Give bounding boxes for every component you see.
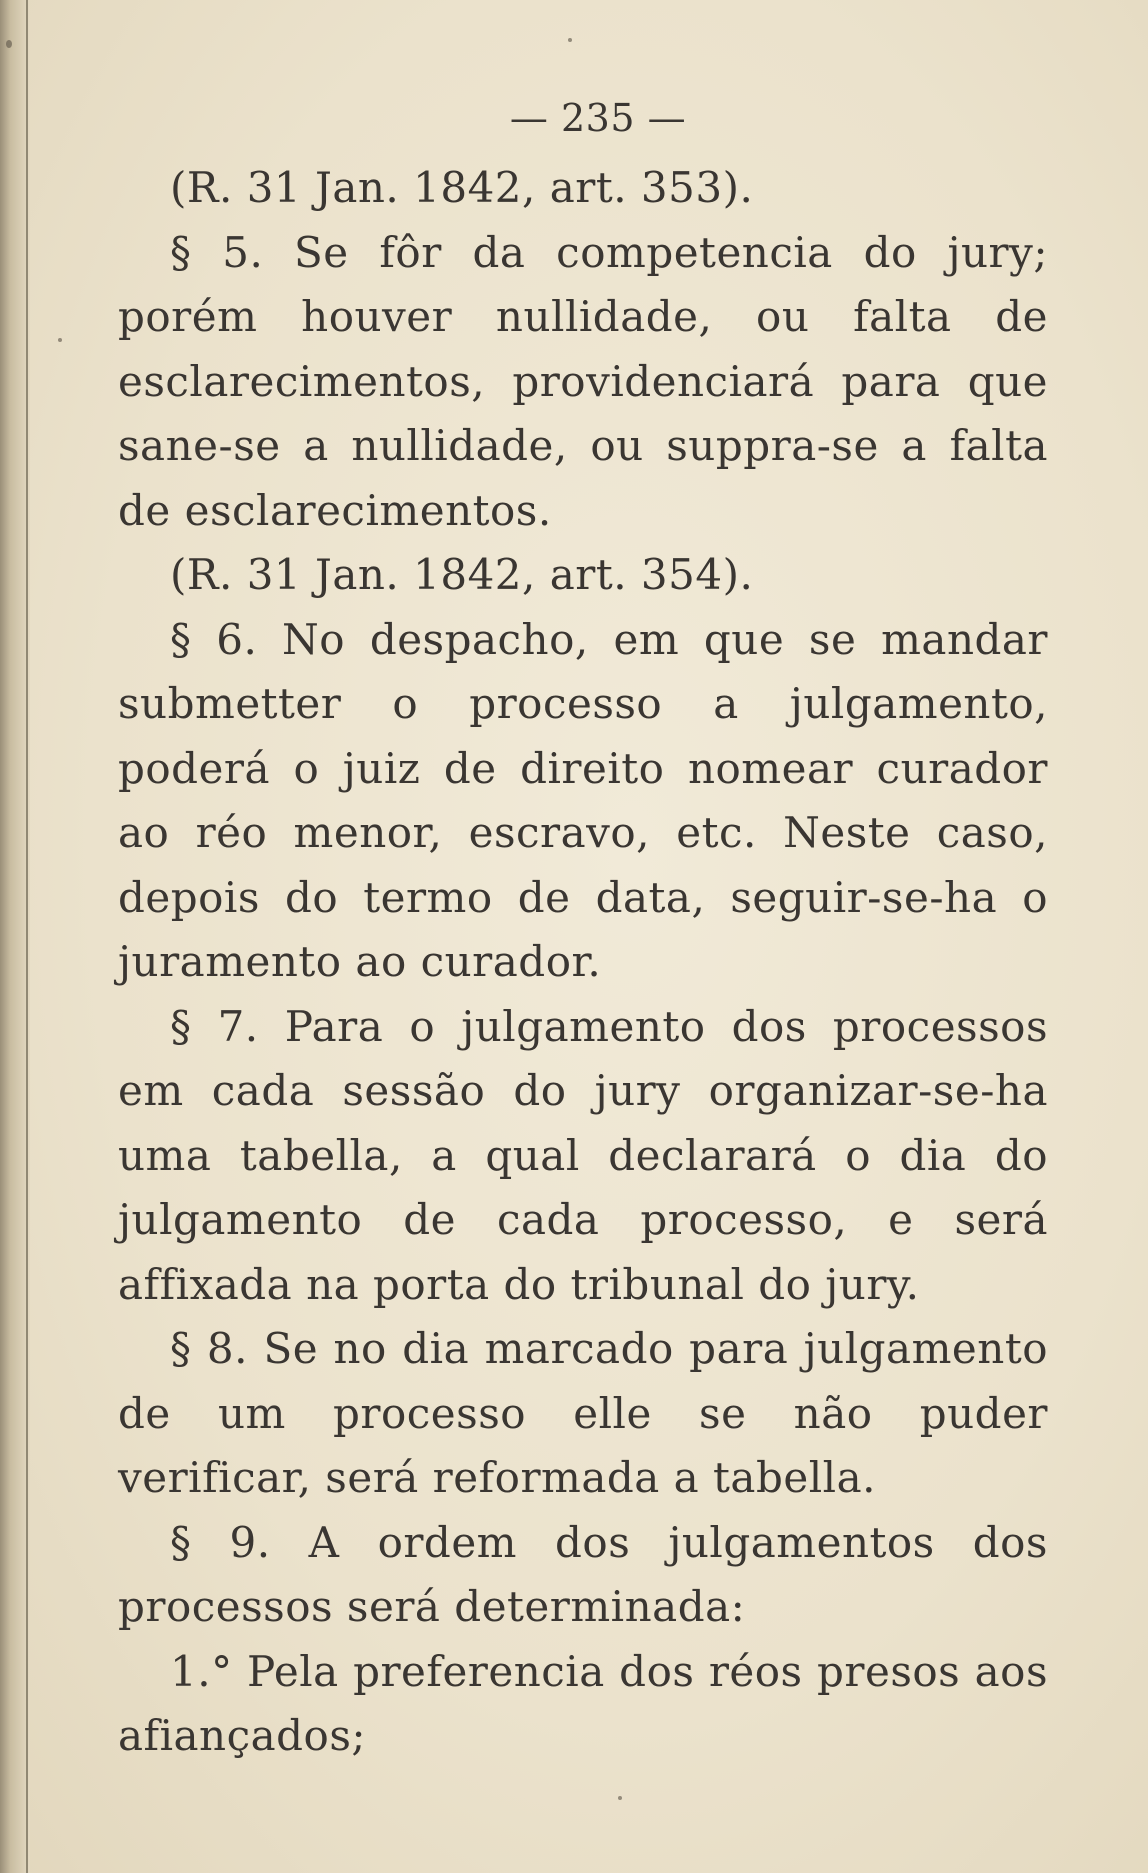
paragraph-5: § 5. Se fôr da competencia do jury; porém houver nullidade, ou falta de esclarecimentos, providenciará para que sane-se a nullidade, ou suppra-se a falta de esclarecimentos. (118, 227, 1048, 535)
paragraph-6: § 6. No despacho, em que se mandar submetter o processo a julgamento, poderá o juiz de direito nomear curador ao réo menor, escravo, etc. Neste caso, depois do termo de data, seguir-se-ha o juramento ao curador. (118, 614, 1048, 986)
paper-speck (58, 338, 62, 342)
legal-reference: (R. 31 Jan. 1842, art. 353). (170, 163, 754, 212)
legal-reference: (R. 31 Jan. 1842, art. 354). (170, 550, 754, 599)
paper-speck (618, 1796, 622, 1800)
paper-speck (6, 40, 12, 48)
binding-line (26, 0, 28, 1873)
list-item-1: 1.° Pela preferencia dos réos presos aos afiançados; (118, 1646, 1048, 1760)
page-number: — 235 — (509, 96, 687, 140)
paper-speck (568, 38, 572, 42)
page-text (118, 92, 1048, 1769)
paragraph-9: § 9. A ordem dos julgamentos dos processos será determinada: (118, 1517, 1048, 1631)
paragraph-8: § 8. Se no dia marcado para julgamento de um processo elle se não puder verificar, será reformada a tabella. (118, 1324, 1048, 1502)
paragraph-7: § 7. Para o julgamento dos processos em cada sessão do jury organizar-se-ha uma tabella, a qual declarará o dia do julgamento de cada processo, e será affixada na porta do tribunal do jury. (118, 1001, 1048, 1309)
